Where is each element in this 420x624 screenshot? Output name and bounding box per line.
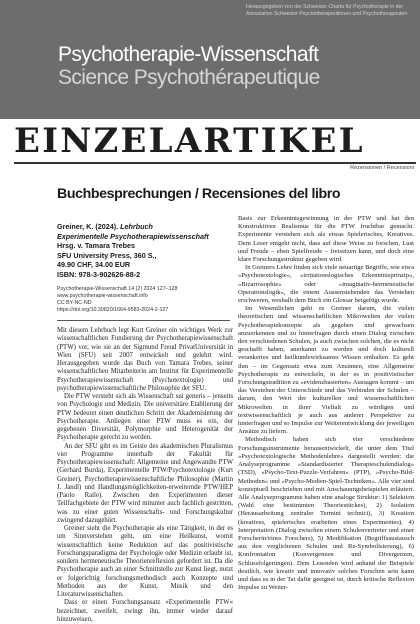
article-metadata	[57, 286, 232, 314]
heading-divider	[14, 162, 416, 164]
citation-isbn: ISBN: 978-3-902626-88-2	[57, 269, 141, 279]
paragraph: An der SFU gibt es im Geiste des akademischen Pluralismus vier Programme innerhalb der Fakultät für Psychotherapiewissenschaft: Allgemeine und Angewandte PTW (Gerhard Burda), Experimentelle PTW/Psychotextologie (Kurt Greiner), Psychotherapiewissenschaftliche Philosophie (Martin J. Jandl) und Handlungsmöglichkeiten-erweiternde PTW/HEP (Paolo Raile). Zwischen den Experimenten dieser Teilfachgebiete der PTW wird mitunter auch fachlich gestritten, was zu einer guten Wissenschafts- und Forschungskultur zwingend dazugehört.	[57, 442, 233, 524]
paragraph: Im Wesentlichen geht es Greiner darum, die vielen theoretischen und wissenschaftlichen Mikrowelten der vielen Psychotherapiekonzepte als gegeben und gewachsen anzuerkennen und zu hinterfragen durch einen Dialog zwischen den verschiedenen Schulen, ja auch zwischen solchen, die es nicht geschafft haben, anerkannt zu werden und doch kulturell verankertes und heilkundewirksames Wissen enthalten. Es geht ihm – im Gegensatz etwa zum Ansinnen, eine Allgemeine Psychotherapie zu entwickeln, in der es in positivistischer Forschungstradition zu »evidenzbasierten« Aussagen kommt – um das Verstehen der Unterschiede und das Verbinden der Schulen – darum, den Wert der kulturellen und wissenschaftlichen Mikrowelten in ihrer Vielfalt zu würdigen und textwissenschaftlich je auch aus anderer Perspektive zu hinterfragen und so Impulse zur Weiterentwicklung der jeweiligen Ansätze zu liefern.	[238, 305, 414, 436]
journal-url[interactable]: www.psychotherapie-wissenschaft.info	[57, 293, 148, 299]
paragraph: Dass er einen Forschungsansatz »Experimentelle PTW« bezeichnet, zweifelt, zwingt ihn, immer wieder darauf hinzuweisen,	[57, 599, 233, 623]
paragraph: Mit diesem Lehrbuch legt Kurt Greiner ein wichtiges Werk zur wissenschaftlichen Fundierung der Psychotherapiewissenschaft (PTW) vor, wie sie an der Sigmund Freud PrivatUniversität in Wien (SFU) seit 2007 entwickelt und gelehrt wird. Herausgegeben wurde das Buch von Tamara Trebes, seiner wissenschaftlichen Mitarbeiterin am Institut für Experimentelle Psychotherapiewissenschaft (Psychotextologie) und psychotherapiewissenschaftliche Philosophie der SFU.	[57, 327, 233, 392]
paragraph: In Greiners Lehre finden sich viele neuartige Begriffe, wie etwa »Psychotextologie«, »irritationslogisches Erkenntnisprinzip«, »Bizarrosophie« oder »imaginativ-hermeneutische Operationslogik«, die einem Aussenstehenden das Verstehen erschweren, weshalb dem Buch ein Glossar beigefügt wurde.	[238, 264, 414, 305]
journal-title-german: Psychotherapie-Wissenschaft	[58, 43, 319, 66]
citation-book-title: Experimentelle Psychotherapiewissenschaft	[57, 231, 209, 241]
citation-author-line: Greiner, K. (2024). Lehrbuch	[57, 222, 153, 231]
paragraph: Basis zur Erkenntnisgewinnung in der PTW und hat den Konstruktiven Realismus für die PTW fruchtbar gemacht. Experimente verstehen sich als etwas Spielerisches, Kreatives. Dem Leser entgeht nicht, dass auf diese Weise zu forschen, Lust und Freude – eben Spielfreude – freisetzen kann, und doch eine klare Forschungsstruktur gegeben wird.	[238, 215, 414, 264]
paragraph: Greiner sieht die Psychotherapie als eine Tätigkeit, in der es um Sinnverstehen geht, um eine Heilkunst, womit wissenschaftlich keine Reduktion auf das positivistische Forschungsparadigma der Psychologie oder Medizin erlaubt ist, sondern hermeneutische Theorienreflexion gefordert ist. Da die Psychotherapie auch an einer Schnittstelle zur Kunst liegt, nutzt er folgerichtig forschungsmethodisch auch Konzepte und Methoden aus der Kunst, Musik und den Literaturwissenschaften.	[57, 525, 233, 598]
body-column-right	[238, 215, 414, 592]
paragraph: Die PTW versteht sich als Wissenschaft sui generis – jenseits von Psychologie und Medizin. Die universitäre Etablierung der PTW bedeutet einen deutlichen Schritt der Akademisierung der Psychotherapie. Anliegen einer PTW muss es ein, der gegebenen Diversität, Polymorphie und Heterogenität der Psychotherapie gerecht zu werden.	[57, 393, 233, 442]
article-title: Buchbesprechungen / Recensiones del libro	[57, 186, 341, 202]
citation-editor: Hrsg. v. Tamara Trebes	[57, 241, 136, 251]
publisher-tagline: Herausgegeben von der Schweizer Charta für Psychotherapie in der Assoziation Schweizer Psychotherapeutinnen und Psychotherapeuten	[246, 4, 408, 17]
section-label: Rezensionen / Recensioni	[350, 165, 414, 171]
book-citation	[57, 222, 237, 280]
article-type-heading: EINZELARTIKEL	[14, 121, 365, 161]
citation-price: 49.90 CHF, 34.00 EUR	[57, 260, 131, 270]
body-column-left	[57, 327, 233, 624]
doi-link[interactable]: https://doi.org/10.30820/1664-9583-2024-2-127	[57, 307, 169, 313]
license-label: CC BY-NC-ND	[57, 300, 92, 306]
journal-reference: Psychotherapie-Wissenschaft 14 (2) 2024 127–128	[57, 286, 178, 292]
metadata-divider	[57, 320, 230, 321]
journal-title-french: Science Psychothérapeutique	[58, 66, 320, 89]
paragraph: Methodisch haben sich vier verschiedene Forschungsinstrumente herausentwickelt, die unter dem Titel »Psychotextologische Methodenlehre« dargestellt werden: die Analyseprogramme »Standardisierter Therapieschulendialog« (TSD), »Psycho-Text-Puzzle-Verfahren« (PTP), »Psycho-Bild-Methoden« und »Psycho-Medien-Spiel-Techniken«. Alle vier sind konzeptuell beschrieben und mit Anschauungsbeispielen erläutert. Alle Analyseprogramme haben eine analoge Struktur: 1) Selektion (Wahl eine bestimmten Theoriestückes), 2) Isolation (Herausarbeitung zentraler Termini technici), 3) Kreation (kreatives, spielerisches erarbeiten eines Experimentes), 4) Interpretation (Dialog zwischen einem Schulenvertreter und einer Forscherin/eines Forschers), 5) Modifikation (Begriffsaustausch aus den verglichenen Schulen und Re-Symbolisierung), 6) Konfrontation (Konvergenzen und Divergenzen, Schlussfolgerungen). Dem Lesenden wird anhand der Beispiele deutlich, wie kreativ und innovativ solches Forschen sein kann und dass es in der Tat dafür geeignet ist, durch kritische Reflexion Impulse zu Weiter-	[238, 436, 414, 592]
journal-banner	[0, 0, 420, 119]
citation-publisher: SFU University Press, 360 S.,	[57, 250, 157, 260]
